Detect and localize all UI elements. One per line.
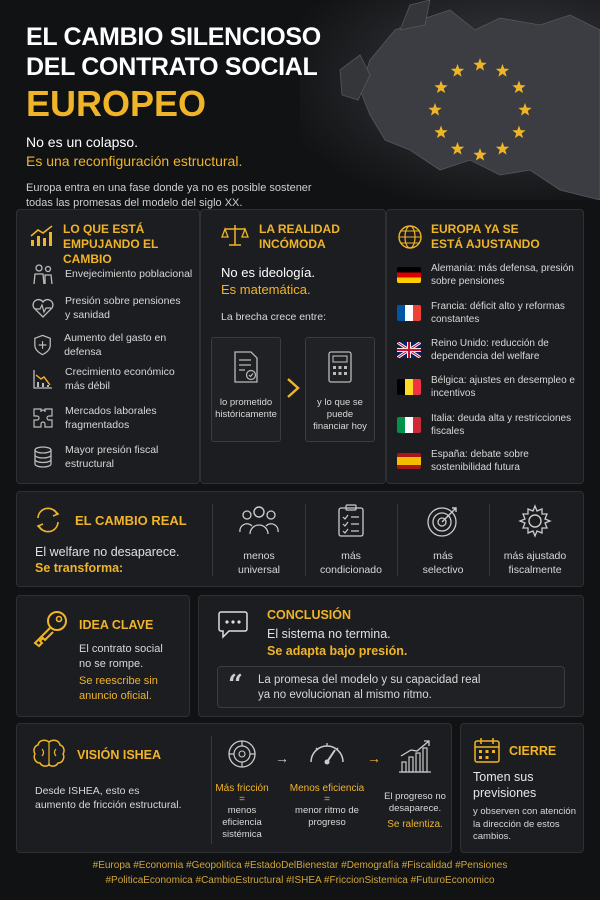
title-line2: DEL CONTRATO SOCIAL	[26, 53, 318, 81]
conclusion-line1: El sistema no termina.	[267, 627, 391, 641]
vision-col1-title: Más fricción	[215, 783, 269, 794]
brain-icon	[31, 738, 67, 768]
germany-flag	[397, 267, 421, 283]
country-text: Bélgica: ajustes en desempleo e incentivos	[431, 375, 575, 399]
speedometer-icon	[308, 738, 346, 768]
country-text: Francia: déficit alto y reformas constantes	[431, 301, 565, 325]
vision-col2-l2: progreso	[308, 817, 346, 828]
vision-line1: Desde ISHEA, esto es	[35, 785, 140, 797]
declining-chart-icon	[31, 367, 55, 391]
key-icon	[31, 608, 71, 648]
vision-col2-l1: menor ritmo de	[295, 805, 359, 816]
key-idea-line4: anuncio oficial.	[79, 690, 152, 702]
maze-icon	[226, 738, 258, 770]
reality-title-line2: INCÓMODA	[259, 237, 326, 251]
driver-label: Crecimiento económico más débil	[65, 366, 175, 392]
vision-col-friction	[207, 738, 277, 841]
conclusion-line2: Se adapta bajo presión.	[267, 644, 408, 658]
change-item-line2: universal	[237, 564, 281, 576]
change-item-line1: más	[433, 550, 453, 562]
financeable-box	[305, 337, 375, 442]
financeable-text: y lo que se puede financiar hoy	[313, 397, 367, 432]
progress-bars-icon	[397, 738, 433, 774]
vision-col3-l3: Se ralentiza.	[387, 819, 443, 830]
vision-col2-title: Menos eficiencia	[289, 783, 365, 794]
calculator-icon	[325, 350, 355, 384]
quote-line1: La promesa del modelo y su capacidad real	[258, 674, 481, 686]
title-line3: EUROPEO	[26, 83, 207, 124]
change-line1: El welfare no desaparece.	[35, 545, 180, 559]
subtitle-1: No es un colapso.	[26, 134, 139, 150]
driver-label: Mayor presión fiscal estructural	[65, 444, 159, 470]
driver-label: Presión sobre pensiones y sanidad	[65, 295, 181, 321]
uk-flag-graphic	[397, 342, 421, 358]
reality-panel	[200, 209, 386, 484]
country-text: Reino Unido: reducción de dependencia del welfare	[431, 338, 549, 362]
france-flag	[397, 305, 421, 321]
coins-icon	[31, 445, 55, 469]
adjusting-title-line2: ESTÁ AJUSTANDO	[431, 237, 540, 251]
italy-flag	[397, 417, 421, 433]
reality-title	[259, 222, 340, 252]
drivers-title	[63, 222, 199, 267]
driver-item	[31, 404, 196, 432]
vision-title: VISIÓN ISHEA	[77, 748, 162, 762]
drivers-title-line1: LO QUE ESTÁ	[63, 222, 145, 236]
country-row	[397, 448, 582, 474]
adjusting-title-line1: EUROPA YA SE	[431, 222, 519, 236]
change-item-line1: más	[341, 550, 361, 562]
reality-line1: No es ideología.	[221, 265, 315, 280]
conclusion-title: CONCLUSIÓN	[267, 608, 352, 622]
quote-icon: “	[228, 670, 243, 700]
change-item-line2: condicionado	[320, 564, 382, 576]
vision-panel	[16, 723, 452, 853]
gear-icon	[518, 504, 552, 538]
heart-pulse-icon	[31, 296, 55, 320]
vision-col-efficiency	[285, 738, 369, 829]
drivers-title-line2: EMPUJANDO EL CAMBIO	[63, 237, 159, 266]
intro-text: Europa entra en una fase donde ya no es posible sostener todas las promesas del modelo del siglo XX.	[26, 182, 312, 209]
driver-label: Mercados laborales fragmentados	[65, 405, 157, 431]
vision-col-progress	[379, 738, 451, 830]
country-row	[397, 374, 582, 400]
checklist-icon	[336, 504, 366, 538]
key-idea-line2: no se rompe.	[79, 658, 144, 670]
closing-line4: la dirección de estos	[473, 818, 560, 830]
reality-title-line1: LA REALIDAD	[259, 222, 340, 236]
vision-col1-eq: =	[239, 794, 245, 805]
document-check-icon	[231, 350, 261, 384]
driver-label: Aumento del gasto en defensa	[64, 332, 167, 358]
change-title: EL CAMBIO REAL	[75, 513, 187, 528]
reality-line2: Es matemática.	[221, 282, 311, 297]
scales-icon	[221, 222, 249, 248]
chat-bubble-icon	[217, 608, 249, 640]
closing-line2: previsiones	[473, 786, 537, 800]
change-item-line1: más ajustado	[503, 550, 567, 562]
conclusion-panel	[198, 595, 584, 717]
people-icon	[31, 262, 55, 286]
change-item-conditioned	[305, 504, 397, 577]
key-idea-title: IDEA CLAVE	[79, 618, 154, 632]
gap-text: La brecha crece entre:	[221, 311, 327, 323]
change-panel	[16, 491, 584, 587]
change-item-universal	[213, 504, 305, 577]
group-icon	[239, 504, 279, 536]
driver-item	[31, 262, 196, 286]
calendar-icon	[473, 736, 501, 764]
adjusting-title	[431, 222, 540, 252]
chevron-right-icon	[285, 377, 301, 399]
country-row	[397, 300, 582, 326]
closing-title: CIERRE	[509, 744, 557, 758]
target-icon	[426, 504, 460, 538]
change-line2: Se transforma:	[35, 561, 124, 575]
hashtags-line2: #PoliticaEconomica #CambioEstructural #ISHEA #FriccionSistemica #FuturoEconomico	[105, 875, 495, 886]
closing-panel	[460, 723, 584, 853]
change-item-line1: menos	[243, 550, 275, 562]
country-text: España: debate sobre sostenibilidad futura	[431, 449, 529, 473]
puzzle-icon	[31, 406, 55, 430]
change-item-line2: selectivo	[422, 564, 464, 576]
vision-col1-l2: sistémica	[222, 829, 262, 840]
title-line1: EL CAMBIO SILENCIOSO	[26, 23, 321, 51]
country-row	[397, 262, 582, 288]
shield-icon	[31, 333, 54, 357]
globe-icon	[397, 224, 423, 250]
closing-line1: Tomen sus	[473, 770, 534, 784]
country-text: Alemania: más defensa, presión sobre pensiones	[431, 263, 574, 287]
driver-item	[31, 365, 196, 393]
spain-flag	[397, 453, 421, 469]
driver-item	[31, 331, 201, 359]
refresh-cycle-icon	[33, 506, 63, 534]
country-text: Italia: deuda alta y restricciones fiscales	[431, 413, 572, 437]
country-row	[397, 337, 582, 363]
drivers-panel	[16, 209, 200, 484]
adjusting-panel	[386, 209, 584, 484]
header	[26, 22, 356, 211]
change-item-fiscal	[489, 504, 581, 577]
driver-label: Envejecimiento poblacional	[65, 268, 193, 280]
key-idea-panel	[16, 595, 190, 717]
driver-item	[31, 443, 196, 471]
quote-line2: ya no evolucionan al mismo ritmo.	[258, 689, 432, 701]
change-item-selective	[397, 504, 489, 577]
arrow-right-icon: →	[367, 750, 381, 766]
promised-text: lo prometido históricamente	[215, 397, 277, 420]
uk-flag	[397, 342, 421, 358]
closing-line5: cambios.	[473, 831, 512, 842]
quote-box	[217, 666, 565, 708]
driver-item	[31, 294, 196, 322]
vision-line2: aumento de fricción estructural.	[35, 799, 182, 811]
country-row	[397, 412, 582, 438]
promised-box	[211, 337, 281, 442]
key-idea-line3: Se reescribe sin	[79, 675, 158, 687]
vision-col2-eq: =	[324, 794, 330, 805]
subtitle-2: Es una reconfiguración estructural.	[26, 153, 243, 169]
vision-col1-l1: menos eficiencia	[222, 805, 262, 828]
change-item-line2: fiscalmente	[508, 564, 562, 576]
key-idea-line1: El contrato social	[79, 643, 163, 655]
belgium-flag	[397, 379, 421, 395]
hashtags-line1: #Europa #Economia #Geopolitica #EstadoDelBienestar #Demografía #Fiscalidad #Pensiones	[92, 860, 508, 871]
closing-line3: y observen con atención	[473, 806, 576, 817]
growth-chart-icon	[29, 224, 55, 248]
arrow-right-icon: →	[275, 750, 289, 766]
vision-col3-l2: desaparece.	[388, 803, 442, 814]
vision-col3-l1: El progreso no	[384, 791, 446, 802]
